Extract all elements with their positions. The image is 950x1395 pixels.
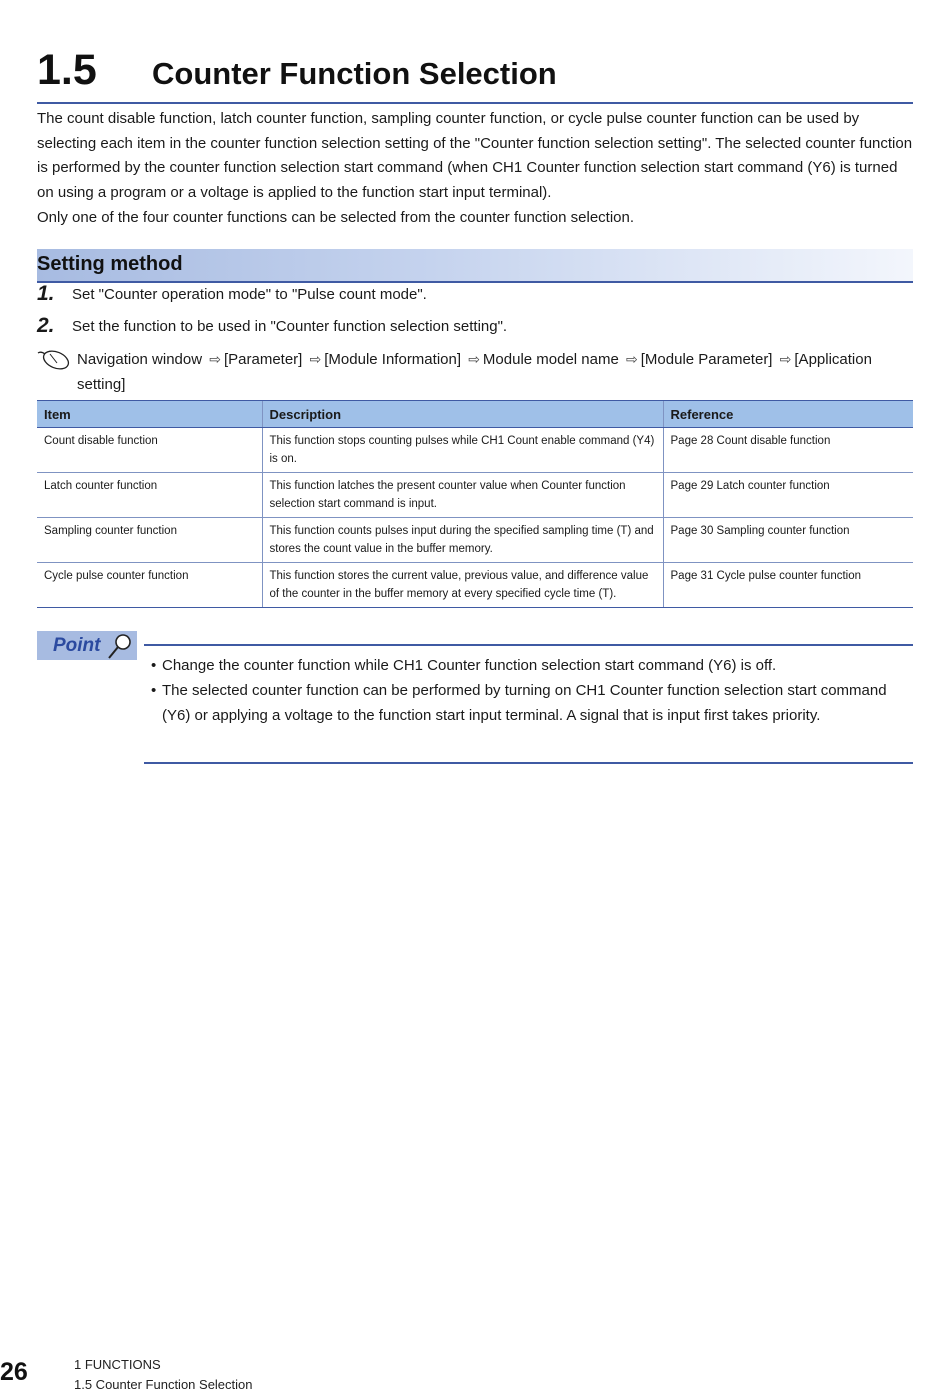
table-row [37,518,913,563]
nav-part: [Application setting] [77,351,872,393]
step-1 [37,282,837,310]
point-label: Point [53,635,101,656]
point-badge [37,631,137,660]
step-number: 1. [37,282,55,305]
point-box [144,644,913,764]
step-2 [37,314,837,342]
point-item: • Change the counter function while CH1 Counter function selection start command (Y6) is off. [151,654,901,679]
step-text: Set "Counter operation mode" to "Pulse count mode". [72,286,427,303]
setting-method-heading [37,249,913,283]
page-number: 26 [0,1358,28,1386]
intro-paragraph-2: Only one of the four counter functions can be selected from the counter function selection. [37,208,635,226]
footer-section: 1.5 Counter Function Selection [74,1377,253,1392]
point-list [151,654,901,728]
arrow-right-icon: ⇨ [209,351,221,367]
table-header-row [37,401,913,428]
function-table [37,400,913,608]
intro-text [37,107,915,231]
nav-part: [Module Information] [324,351,462,368]
section-title: Counter Function Selection [152,56,557,91]
step-text: Set the function to be used in "Counter function selection setting". [72,318,508,335]
nav-part: [Parameter] [223,351,303,368]
table-row [37,563,913,608]
mouse-icon [37,348,71,370]
header-item: Item [37,401,262,428]
navigation-text [77,347,917,397]
header-reference: Reference [663,401,913,428]
cell-reference[interactable]: Page 31 Cycle pulse counter function [663,563,913,608]
arrow-right-icon: ⇨ [468,351,480,367]
table-row [37,428,913,473]
cell-description: This function stops counting pulses while CH1 Count enable command (Y4) is on. [262,428,663,473]
navigation-path [37,346,917,396]
footer-breadcrumb [74,1355,253,1395]
cell-item: Latch counter function [37,473,262,518]
cell-item: Sampling counter function [37,518,262,563]
cell-description: This function latches the present counter value when Counter function selection start command is input. [262,473,663,518]
cell-item: Count disable function [37,428,262,473]
arrow-right-icon: ⇨ [626,351,638,367]
intro-paragraph-1: The count disable function, latch counter function, sampling counter function, or cycle pulse counter function can be used by selecting each item in the counter function selection setting of the "Counter function selection setting". The selected counter function is performed by the counter function selection start command (when CH1 Counter function selection start command (Y6) is turned on using a program or a voltage is applied to the function start input terminal). [37,110,913,202]
point-item: • The selected counter function can be performed by turning on CH1 Counter function selection start command (Y6) or applying a voltage to the function start input terminal. A signal that is input first takes priority. [151,679,901,729]
nav-part: [Module Parameter] [640,351,773,368]
cell-reference[interactable]: Page 29 Latch counter function [663,473,913,518]
header-description: Description [262,401,663,428]
arrow-right-icon: ⇨ [779,351,792,367]
magnifier-icon [104,632,134,660]
setting-method-title: Setting method [37,253,183,275]
cell-reference[interactable]: Page 28 Count disable function [663,428,913,473]
table-row [37,473,913,518]
cell-description: This function stores the current value, previous value, and difference value of the counter in the buffer memory at every specified cycle time (T). [262,563,663,608]
section-heading [37,44,913,104]
footer-chapter: 1 FUNCTIONS [74,1357,161,1372]
step-number: 2. [37,314,55,337]
nav-part: Navigation window [77,351,203,368]
cell-description: This function counts pulses input during the specified sampling time (T) and stores the count value in the buffer memory. [262,518,663,563]
cell-item: Cycle pulse counter function [37,563,262,608]
nav-part: Module model name [482,351,619,368]
cell-reference[interactable]: Page 30 Sampling counter function [663,518,913,563]
section-number: 1.5 [37,46,97,94]
arrow-right-icon: ⇨ [309,351,322,367]
